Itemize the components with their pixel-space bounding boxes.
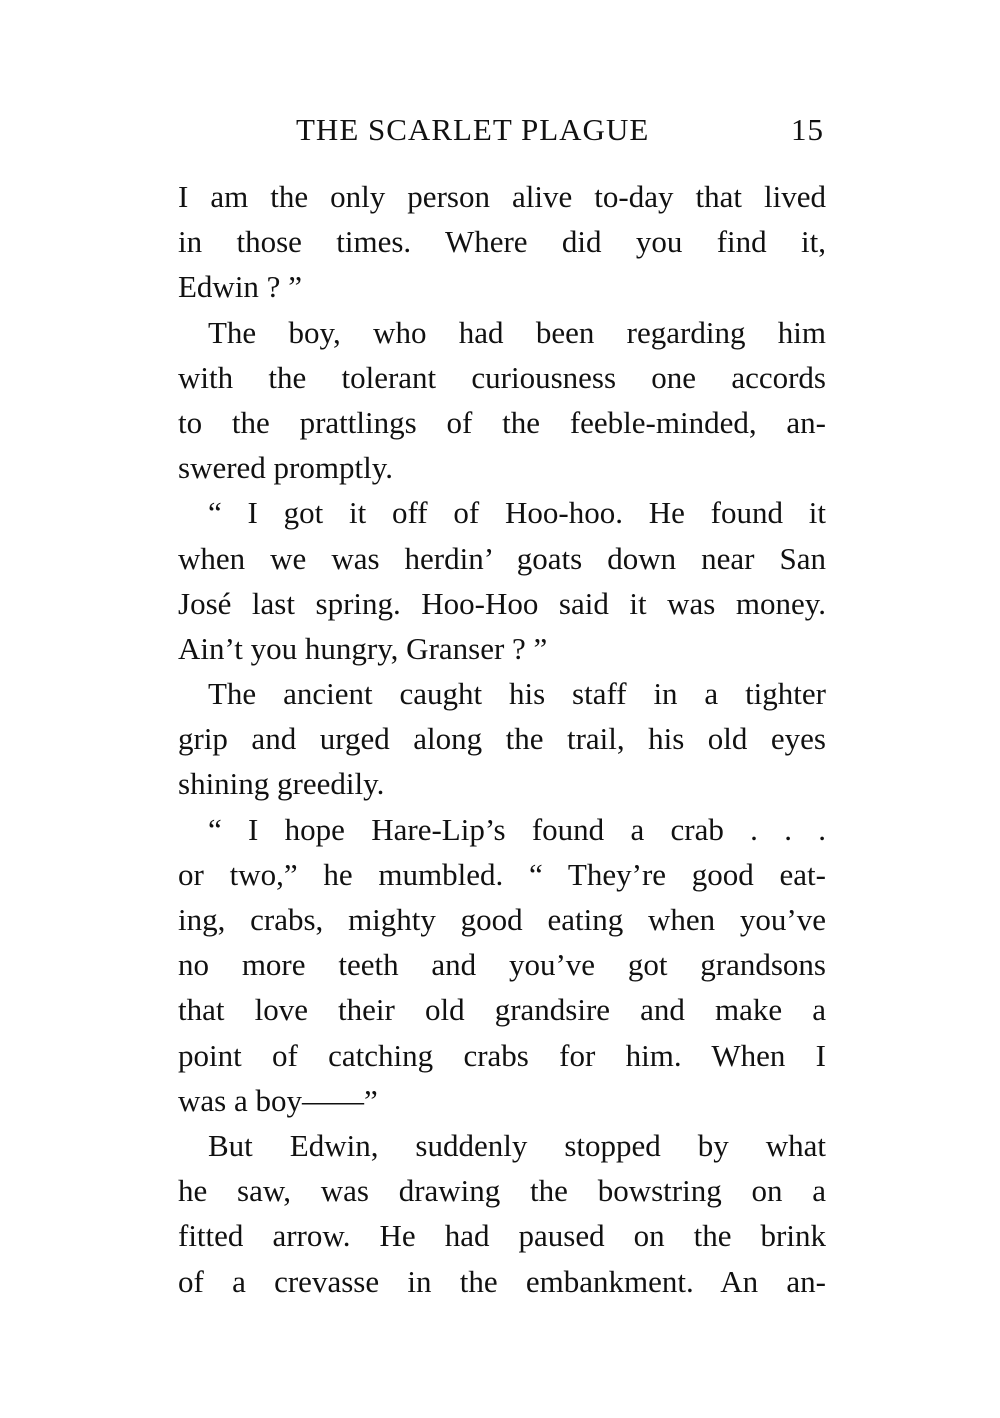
text-line: of a crevasse in the embankment. An an- (178, 1263, 826, 1299)
text-line: ing, crabs, mighty good eating when you’ve (178, 902, 826, 937)
text-line: swered promptly. (178, 450, 393, 486)
text-line: he saw, was drawing the bowstring on a (178, 1173, 826, 1209)
text-line: But Edwin, suddenly stopped by what (208, 1127, 826, 1163)
text-line: Edwin ? ” (178, 269, 302, 305)
text-line: fitted arrow. He had paused on the brink (178, 1218, 826, 1254)
text-line: José last spring. Hoo-Hoo said it was money. (178, 585, 826, 621)
text-line: “ I hope Hare-Lip’s found a crab . . . (208, 811, 826, 847)
text-line: I am the only person alive to-day that lived (178, 179, 826, 214)
text-line: no more teeth and you’ve got grandsons (178, 947, 826, 983)
body-text (178, 174, 826, 1304)
text-line: when we was herdin’ goats down near San (178, 540, 826, 576)
text-line: was a boy——” (178, 1082, 378, 1118)
running-header (178, 112, 826, 156)
text-line: or two,” he mumbled. “ They’re good eat- (178, 856, 826, 892)
running-title: THE SCARLET PLAGUE (296, 112, 650, 147)
text-line: Ain’t you hungry, Granser ? ” (178, 630, 548, 666)
page-number: 15 (791, 112, 824, 147)
text-line: The ancient caught his staff in a tighter (208, 676, 826, 712)
text-line: shining greedily. (178, 766, 385, 802)
text-line: point of catching crabs for him. When I (178, 1037, 826, 1073)
text-line: The boy, who had been regarding him (208, 314, 826, 350)
text-line: with the tolerant curiousness one accords (178, 359, 826, 395)
text-line: “ I got it off of Hoo-hoo. He found it (208, 495, 826, 531)
text-line: that love their old grandsire and make a (178, 992, 826, 1028)
text-line: to the prattlings of the feeble-minded, an- (178, 404, 826, 440)
text-line: in those times. Where did you find it, (178, 224, 826, 260)
text-line: grip and urged along the trail, his old eyes (178, 721, 826, 757)
